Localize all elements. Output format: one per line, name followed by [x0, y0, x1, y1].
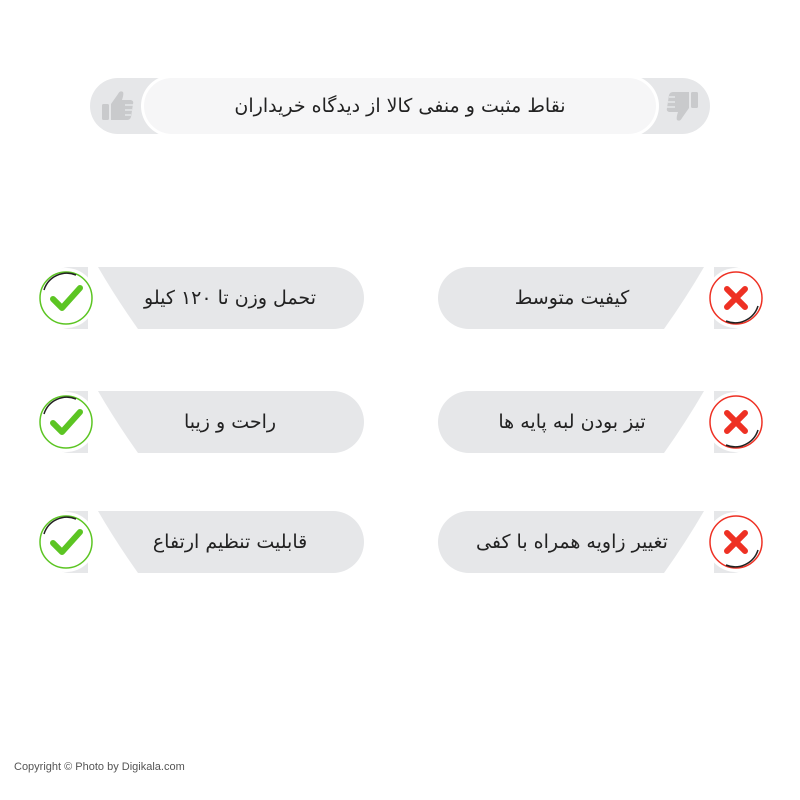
negative-label: تیز بودن لبه پایه ها: [498, 411, 646, 433]
positive-item: [40, 391, 364, 453]
check-icon: [36, 268, 96, 328]
check-icon: [36, 392, 96, 452]
negative-item: [438, 267, 762, 329]
thumbs-up-icon: [98, 86, 138, 126]
positive-label: تحمل وزن تا ۱۲۰ کیلو: [144, 287, 316, 309]
positive-item: [40, 267, 364, 329]
positive-label: قابلیت تنظیم ارتفاع: [152, 531, 308, 553]
cross-icon: [706, 392, 766, 452]
copyright-footer: Copyright © Photo by Digikala.com: [14, 761, 185, 773]
cross-icon: [706, 512, 766, 572]
cross-icon: [706, 268, 766, 328]
positive-item: [40, 511, 364, 573]
check-icon: [36, 512, 96, 572]
thumbs-down-icon: [662, 86, 702, 126]
header-title-pill: [144, 78, 656, 134]
negative-label: کیفیت متوسط: [514, 287, 630, 309]
negative-label: تغییر زاویه همراه با کفی: [476, 531, 668, 553]
negative-item: [438, 511, 762, 573]
negative-item: [438, 391, 762, 453]
header-bar: [90, 78, 710, 134]
positive-label: راحت و زیبا: [183, 411, 277, 433]
page-title: نقاط مثبت و منفی کالا از دیدگاه خریداران: [234, 95, 566, 117]
